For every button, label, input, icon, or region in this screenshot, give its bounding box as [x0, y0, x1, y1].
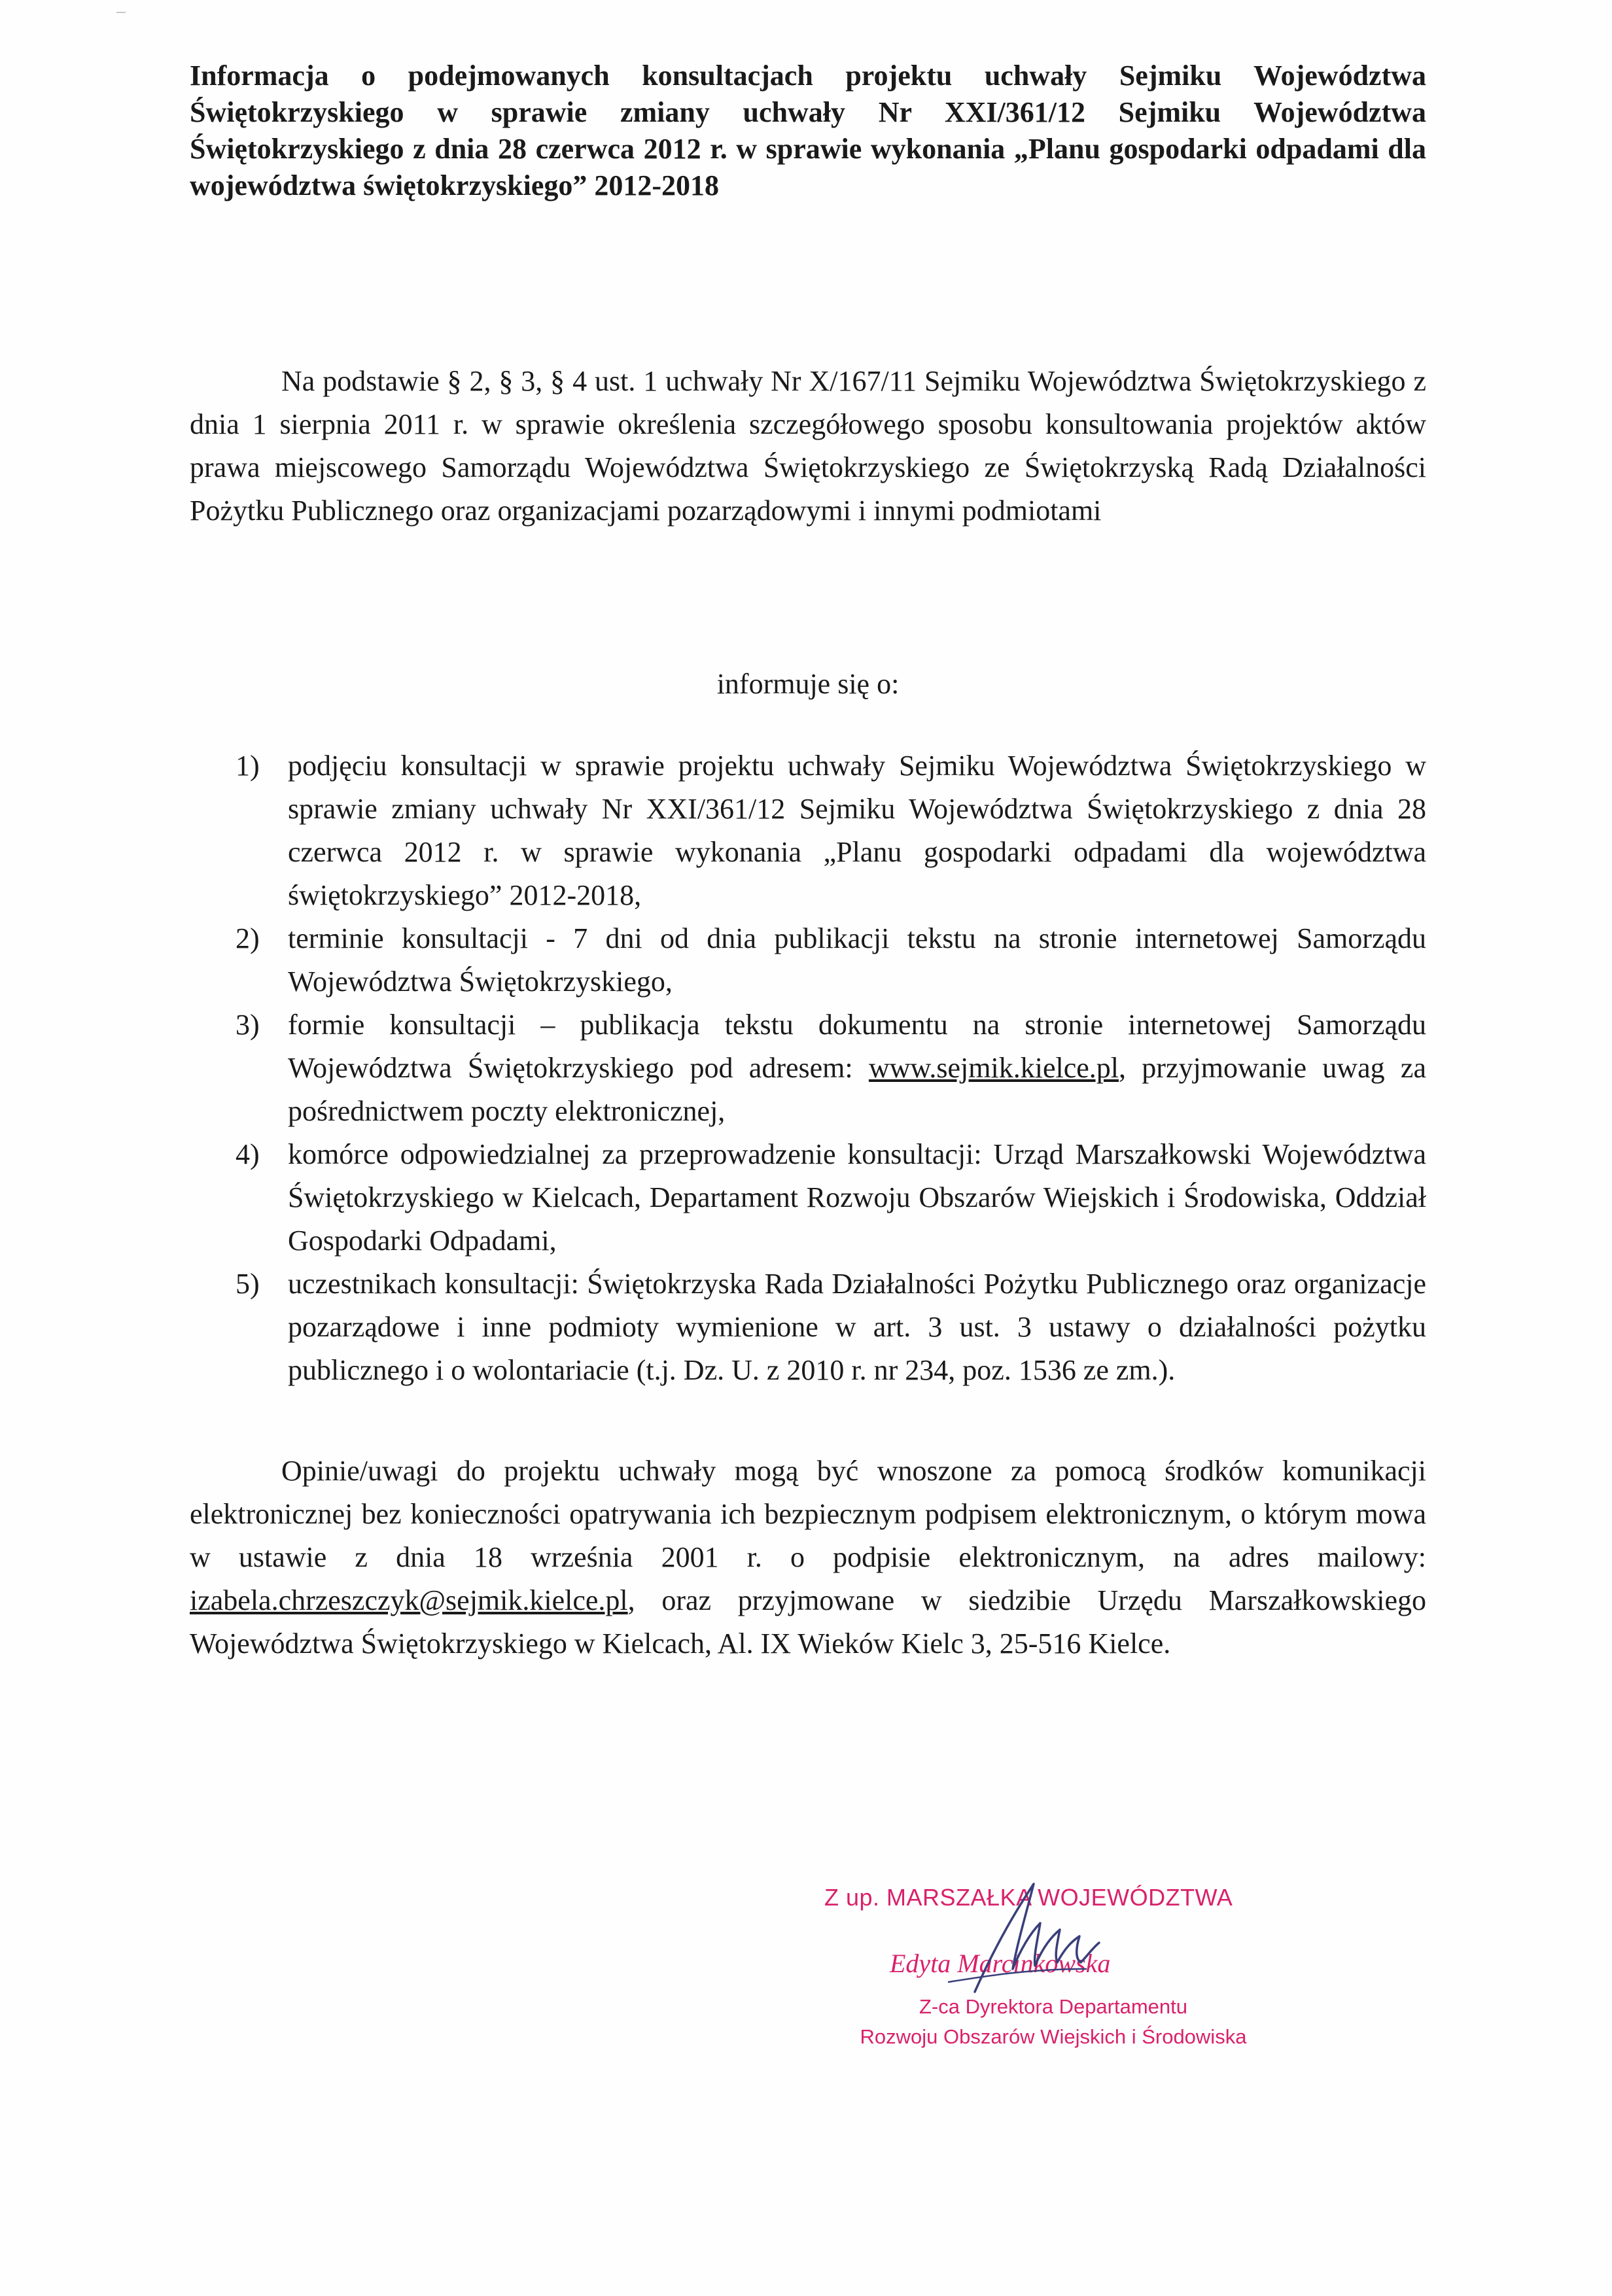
scan-artifact	[116, 12, 126, 13]
list-item-text: uczestnikach konsultacji: Świętokrzyska Rada Działalności Pożytku Publicznego oraz organizacje pozarządowe i inne podmioty wymienione w art. 3 ust. 3 ustawy o działalności pożytku publicznego i o wolontariacie (t.j. Dz. U. z 2010 r. nr 234, poz. 1536 ze zm.).	[288, 1268, 1426, 1386]
document-title: Informacja o podejmowanych konsultacjach projektu uchwały Sejmiku Województwa Świętokrzyskiego w sprawie zmiany uchwały Nr XXI/361/12 Sejmiku Województwa Świętokrzyskiego z dnia 28 czerwca 2012 r. w sprawie wykonania „Planu gospodarki odpadami dla województwa świętokrzyskiego” 2012-2018	[190, 60, 1426, 201]
list-item-text: komórce odpowiedzialnej za przeprowadzenie konsultacji: Urząd Marszałkowski Województwa Świętokrzyskiego w Kielcach, Departament Rozwoju Obszarów Wiejskich i Środowiska, Oddział Gospodarki Odpadami,	[288, 1138, 1426, 1257]
handwritten-signature	[936, 1871, 1106, 2002]
list-item-text: terminie konsultacji - 7 dni od dnia publikacji tekstu na stronie internetowej Samorządu Województwa Świętokrzyskiego,	[288, 922, 1426, 998]
list-item-number: 4)	[236, 1138, 260, 1170]
email-link[interactable]: izabela.chrzeszczyk@sejmik.kielce.pl	[190, 1584, 628, 1616]
website-link[interactable]: www.sejmik.kielce.pl	[868, 1052, 1119, 1084]
list-item	[190, 744, 1426, 917]
list-item-number: 5)	[236, 1268, 260, 1300]
document-content	[190, 58, 1426, 1660]
closing-text-end: , oraz przyjmowane w siedzibie Urzędu Marszałkowskiego Województwa Świętokrzyskiego w Kielcach, Al. IX Wieków Kielc 3, 25-516 Kielce.	[190, 1584, 1426, 1660]
list-item-text-end: , przyjmowanie uwag za pośrednictwem poczty elektronicznej,	[288, 1052, 1426, 1127]
list-item-number: 2)	[236, 922, 260, 954]
list-item-text: formie konsultacji – publikacja tekstu dokumentu na stronie internetowej Samorządu Województwa Świętokrzyskiego pod adresem:	[288, 1009, 1426, 1084]
list-item-text: podjęciu konsultacji w sprawie projektu uchwały Sejmiku Województwa Świętokrzyskiego w sprawie zmiany uchwały Nr XXI/361/12 Sejmiku Województwa Świętokrzyskiego z dnia 28 czerwca 2012 r. w sprawie wykonania „Planu gospodarki odpadami dla województwa świętokrzyskiego” 2012-2018,	[288, 750, 1426, 911]
stamp-authority-line: Z up. MARSZAŁKA WOJEWÓDZTWA	[824, 1884, 1233, 1911]
list-item	[190, 1133, 1426, 1262]
consultation-items-list	[190, 744, 1426, 1392]
stamp-signatory-name: Edyta Marcinkowska	[890, 1949, 1111, 1978]
list-item-number: 1)	[236, 750, 260, 782]
list-item	[190, 917, 1426, 1003]
list-item	[190, 1003, 1426, 1133]
stamp-role-line: Z-ca Dyrektora Departamentu	[919, 1995, 1188, 2018]
preamble-paragraph: Na podstawie § 2, § 3, § 4 ust. 1 uchwały Nr X/167/11 Sejmiku Województwa Świętokrzyskiego z dnia 1 sierpnia 2011 r. w sprawie określenia szczegółowego sposobu konsultowania projektów aktów prawa miejscowego Samorządu Województwa Świętokrzyskiego ze Świętokrzyską Radą Działalności Pożytku Publicznego oraz organizacjami pozarządowymi i innymi podmiotami	[190, 365, 1426, 527]
list-item-number: 3)	[236, 1009, 260, 1041]
stamp-department-line: Rozwoju Obszarów Wiejskich i Środowiska	[860, 2025, 1247, 2048]
closing-text: Opinie/uwagi do projektu uchwały mogą być wnoszone za pomocą środków komunikacji elektronicznej bez konieczności opatrywania ich bezpiecznym podpisem elektronicznym, o którym mowa w ustawie z dnia 18 września 2001 r. o podpisie elektronicznym, na adres mailowy:	[190, 1455, 1426, 1573]
list-item	[190, 1262, 1426, 1392]
closing-paragraph	[190, 1450, 1426, 1665]
informs-heading: informuje się o:	[716, 668, 900, 700]
